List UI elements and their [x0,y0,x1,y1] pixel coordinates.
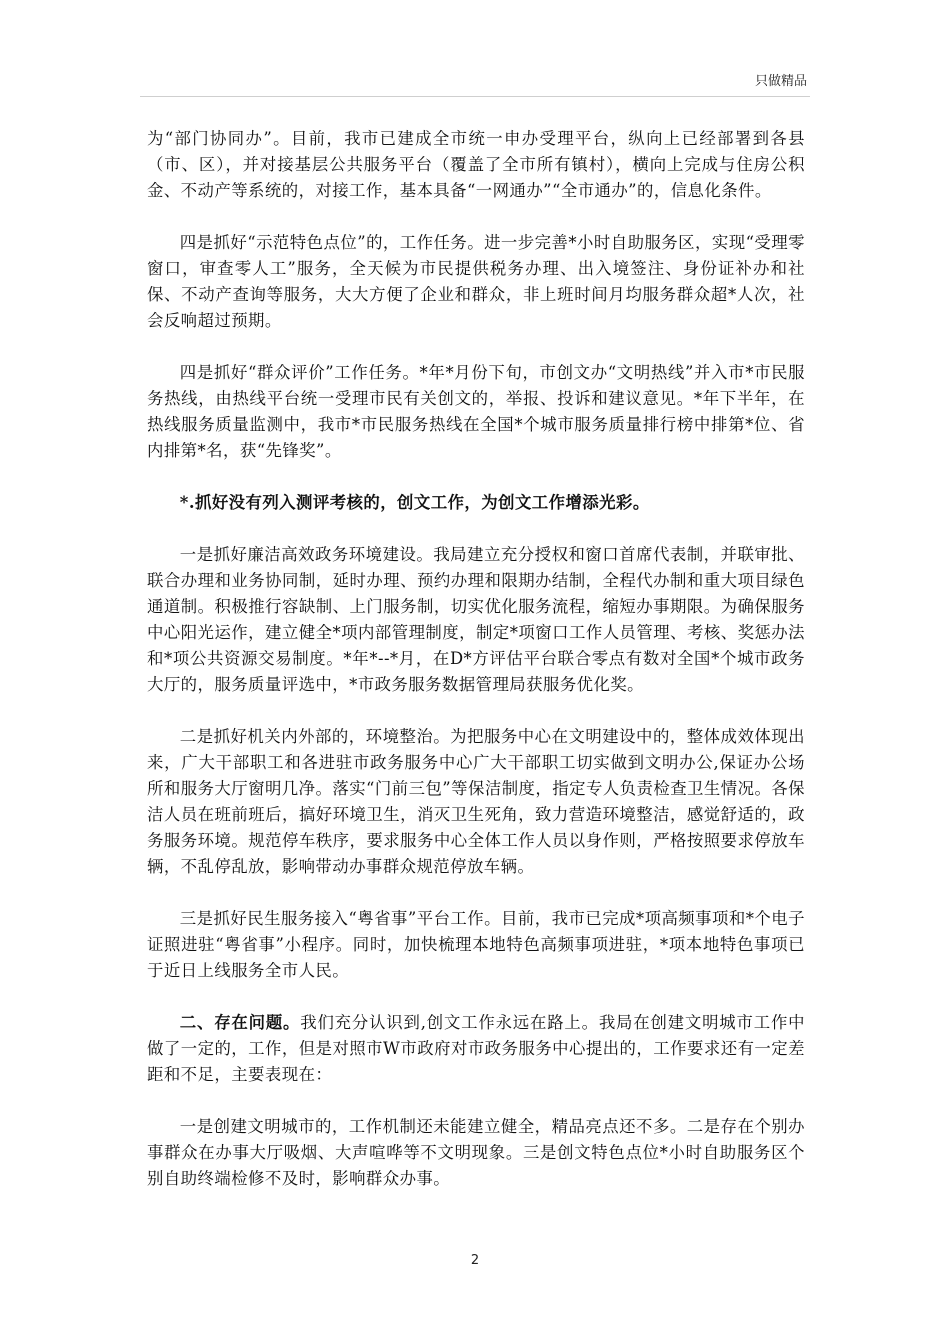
page-number: 2 [470,1253,480,1268]
paragraph-continuation: 为“部门协同办”。目前，我市已建成全市统一申办受理平台，纵向上已经部署到各县（市、区），并对接基层公共服务平台（覆盖了全市所有镇村），横向上完成与住房公积金、不动产等系统的，对接工作，基本具备“一网通办”“全市通办”的，信息化条件。 [147,129,805,200]
header-text: 只做精品 [754,74,807,89]
document-body [147,126,805,1192]
problems-intro: 我们充分认识到,创文工作永远在路上。我局在创建文明城市工作中做了一定的，工作，但是对照市W市政府对市政务服务中心提出的，工作要求还有一定差距和不足，主要表现在： [147,1013,805,1084]
paragraph-demo-point: 四是抓好“示范特色点位”的，工作任务。进一步完善*小时自助服务区，实现“受理零窗口，审查零人工”服务，全天候为市民提供税务办理、出入境签注、身份证补办和社保、不动产查询等服务，大大方便了企业和群众，非上班时间月均服务群众超*人次，社会反响超过预期。 [147,233,805,330]
paragraph-clean-government: 一是抓好廉洁高效政务环境建设。我局建立充分授权和窗口首席代表制，并联审批、联合办理和业务协同制，延时办理、预约办理和限期办结制，全程代办制和重大项目绿色通道制。积极推行容缺制、上门服务制，切实优化服务流程，缩短办事期限。为确保服务中心阳光运作，建立健全*项内部管理制度，制定*项窗口工作人员管理、考核、奖惩办法和*项公共资源交易制度。*年*--*月，在D*方评估平台联合零点有数对全国*个城市政务大厅的，服务质量评选中，*市政务服务数据管理局获服务优化奖。 [147,545,805,694]
paragraph-environment: 二是抓好机关内外部的，环境整治。为把服务中心在文明建设中的，整体成效体现出来，广大干部职工和各进驻市政务服务中心广大干部职工切实做到文明办公,保证办公场所和服务大厅窗明几净。落实“门前三包”等保洁制度，指定专人负责检查卫生情况。各保洁人员在班前班后，搞好环境卫生，消灭卫生死角，致力营造环境整洁，感觉舒适的，政务服务环境。规范停车秩序，要求服务中心全体工作人员以身作则，严格按照要求停放车辆，不乱停乱放，影响带动办事群众规范停放车辆。 [147,727,805,876]
header-rule [140,96,810,97]
paragraph-problem-list: 一是创建文明城市的，工作机制还未能建立健全，精品亮点还不多。二是存在个别办事群众在办事大厅吸烟、大声喧哗等不文明现象。三是创文特色点位*小时自助服务区个别自助终端检修不及时，影响群众办事。 [147,1117,805,1188]
paragraph-public-evaluation: 四是抓好“群众评价”工作任务。*年*月份下旬，市创文办“文明热线”并入市*市民服务热线，由热线平台统一受理市民有关创文的，举报、投诉和建议意见。*年下半年，在热线服务质量监测中，我市*市民服务热线在全国*个城市服务质量排行榜中排第*位、省内排第*名，获“先锋奖”。 [147,363,805,460]
problems-heading: 二、存在问题。 [179,1013,301,1032]
section-heading-unassessed-work: *.抓好没有列入测评考核的，创文工作，为创文工作增添光彩。 [179,493,650,512]
paragraph-problems [147,1010,805,1088]
paragraph-yueshengshi: 三是抓好民生服务接入“粤省事”平台工作。目前，我市已完成*项高频事项和*个电子证照进驻“粤省事”小程序。同时，加快梳理本地特色高频事项进驻，*项本地特色事项已于近日上线服务全市人民。 [147,909,805,980]
